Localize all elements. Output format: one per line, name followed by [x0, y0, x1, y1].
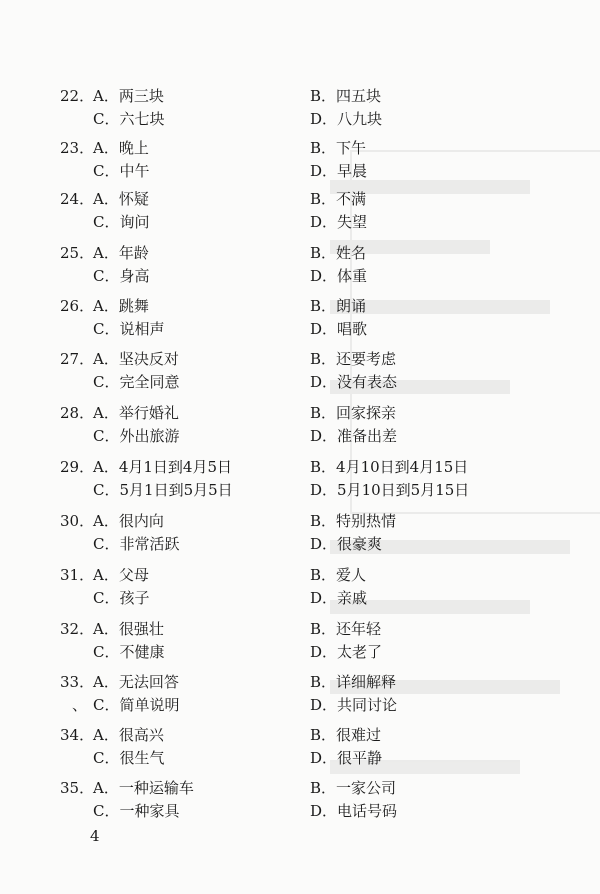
option-a: A．两三块	[93, 87, 164, 105]
option-d: D．很豪爽	[310, 535, 383, 553]
option-a: A．年龄	[93, 244, 149, 262]
option-b: B．回家探亲	[310, 404, 397, 422]
option-d: D．很平静	[310, 749, 383, 767]
option-d: D．早晨	[310, 162, 368, 180]
option-a: A．很强壮	[93, 620, 164, 638]
option-d: D．5月10日到5月15日	[310, 481, 470, 499]
question-number: 23．	[60, 139, 95, 157]
question-34	[0, 724, 600, 770]
option-a: A．无法回答	[93, 673, 179, 691]
option-d: D．太老了	[310, 643, 383, 661]
option-d: D．亲戚	[310, 589, 368, 607]
option-a: A．很高兴	[93, 726, 164, 744]
option-b: B．不满	[310, 190, 367, 208]
question-24	[0, 188, 600, 234]
option-b: B．下午	[310, 139, 367, 157]
question-26	[0, 295, 600, 341]
question-number: 25．	[60, 244, 95, 262]
question-number: 33．	[60, 673, 95, 691]
question-number: 22．	[60, 87, 95, 105]
question-number: 28．	[60, 404, 95, 422]
question-28	[0, 402, 600, 448]
option-a: A．坚决反对	[93, 350, 179, 368]
option-b: B．姓名	[310, 244, 367, 262]
option-c: C．中午	[93, 162, 150, 180]
option-b: B．爱人	[310, 566, 367, 584]
option-d: D．失望	[310, 213, 368, 231]
option-a: A．很内向	[93, 512, 164, 530]
question-31	[0, 564, 600, 610]
option-d: D．准备出差	[310, 427, 398, 445]
option-b: B．特别热情	[310, 512, 397, 530]
option-c: C．询问	[93, 213, 150, 231]
option-c: C．5月1日到5月5日	[93, 481, 233, 499]
option-c: C．身高	[93, 267, 150, 285]
option-b: B．四五块	[310, 87, 382, 105]
option-b: B．朗诵	[310, 297, 367, 315]
question-number: 24．	[60, 190, 95, 208]
option-a: A．晚上	[93, 139, 149, 157]
option-c: C．外出旅游	[93, 427, 180, 445]
question-32	[0, 618, 600, 664]
option-b: B．4月10日到4月15日	[310, 458, 469, 476]
question-23	[0, 137, 600, 183]
option-c: C．不健康	[93, 643, 165, 661]
question-22	[0, 85, 600, 131]
option-d: D．共同讨论	[310, 696, 398, 714]
option-c: C．完全同意	[93, 373, 180, 391]
option-a: A．4月1日到4月5日	[93, 458, 233, 476]
question-number: 34．	[60, 726, 95, 744]
option-c: C．说相声	[93, 320, 165, 338]
option-c: C．一种家具	[93, 802, 180, 820]
question-30	[0, 510, 600, 556]
option-a: A．举行婚礼	[93, 404, 179, 422]
option-a: A．怀疑	[93, 190, 149, 208]
option-a: A．父母	[93, 566, 149, 584]
question-27	[0, 348, 600, 394]
question-number: 29．	[60, 458, 95, 476]
option-d: D．唱歌	[310, 320, 368, 338]
question-number: 35．	[60, 779, 95, 797]
option-d: D．电话号码	[310, 802, 398, 820]
option-b: B．很难过	[310, 726, 382, 744]
option-c: C．孩子	[93, 589, 150, 607]
stray-mark: 、	[72, 696, 88, 714]
option-c: C．非常活跃	[93, 535, 180, 553]
option-c: C．六七块	[93, 110, 165, 128]
option-b: B．还要考虑	[310, 350, 397, 368]
question-29	[0, 456, 600, 502]
option-b: B．详细解释	[310, 673, 397, 691]
option-c: C．很生气	[93, 749, 165, 767]
option-b: B．一家公司	[310, 779, 397, 797]
option-c: C．简单说明	[93, 696, 180, 714]
option-d: D．体重	[310, 267, 368, 285]
option-a: A．跳舞	[93, 297, 149, 315]
question-number: 31．	[60, 566, 95, 584]
option-d: D．八九块	[310, 110, 383, 128]
question-25	[0, 242, 600, 288]
question-33	[0, 671, 600, 717]
question-number: 30．	[60, 512, 95, 530]
question-number: 32．	[60, 620, 95, 638]
question-number: 27．	[60, 350, 95, 368]
question-number: 26．	[60, 297, 95, 315]
page-number: 4	[90, 827, 100, 845]
question-35	[0, 777, 600, 823]
option-d: D．没有表态	[310, 373, 398, 391]
option-b: B．还年轻	[310, 620, 382, 638]
option-a: A．一种运输车	[93, 779, 194, 797]
